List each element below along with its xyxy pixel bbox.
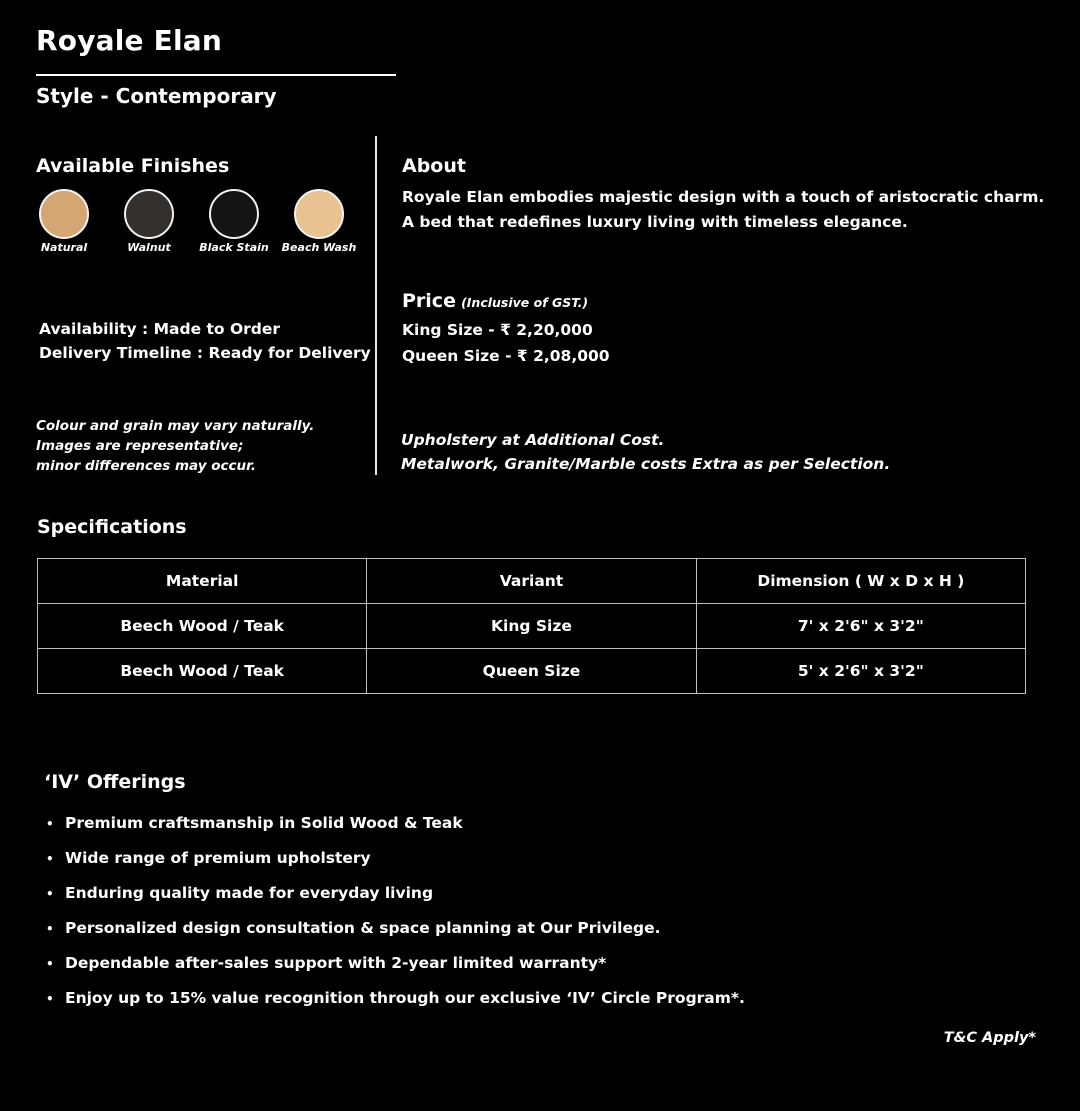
- style-label: Style - Contemporary: [36, 84, 277, 108]
- finish-label: Black Stain: [199, 241, 269, 254]
- offerings-heading: ‘IV’ Offerings: [44, 771, 186, 793]
- offering-text: Dependable after-sales support with 2-year limited warranty*: [65, 954, 607, 972]
- disclaimer: [36, 416, 314, 476]
- bullet-icon: •: [46, 957, 54, 971]
- finish-walnut[interactable]: [104, 189, 194, 254]
- table-header-cell: Dimension ( W x D x H ): [696, 559, 1025, 604]
- table-cell: 7' x 2'6" x 3'2": [696, 604, 1025, 649]
- column-divider: [375, 136, 377, 475]
- disclaimer-line: Colour and grain may vary naturally.: [36, 418, 315, 434]
- about-heading: About: [402, 155, 466, 177]
- finish-beach-wash-swatch: [294, 189, 344, 239]
- availability-text: Availability : Made to Order: [39, 320, 281, 338]
- finish-label: Beach Wash: [281, 241, 357, 254]
- finish-black-stain-swatch: [209, 189, 259, 239]
- finish-natural[interactable]: [19, 189, 109, 254]
- table-header-row: [38, 559, 1026, 604]
- about-description: [402, 185, 1044, 235]
- table-cell: 5' x 2'6" x 3'2": [696, 649, 1025, 694]
- offering-text: Personalized design consultation & space planning at Our Privilege.: [65, 919, 661, 937]
- about-line: Royale Elan embodies majestic design with a touch of aristocratic charm.: [402, 188, 1045, 206]
- finish-label: Walnut: [127, 241, 171, 254]
- bullet-icon: •: [46, 887, 54, 901]
- table-cell: Beech Wood / Teak: [38, 649, 367, 694]
- finish-walnut-swatch: [124, 189, 174, 239]
- bullet-icon: •: [46, 992, 54, 1006]
- price-heading: Price: [402, 290, 456, 312]
- terms-note: T&C Apply*: [943, 1030, 1036, 1046]
- offering-text: Wide range of premium upholstery: [65, 849, 371, 867]
- finish-beach-wash[interactable]: [274, 189, 364, 254]
- price-queen: Queen Size - ₹ 2,08,000: [402, 347, 610, 365]
- list-item: [46, 981, 745, 1016]
- table-header-cell: Variant: [367, 559, 696, 604]
- price-gst-note: (Inclusive of GST.): [461, 295, 589, 310]
- specifications-heading: Specifications: [37, 516, 187, 538]
- product-title: Royale Elan: [36, 24, 223, 57]
- title-underline: [36, 74, 396, 76]
- delivery-timeline-text: Delivery Timeline : Ready for Delivery: [39, 344, 371, 362]
- specifications-table: [37, 558, 1026, 694]
- extra-costs: [401, 428, 890, 476]
- list-item: [46, 876, 745, 911]
- list-item: [46, 841, 745, 876]
- price-king: King Size - ₹ 2,20,000: [402, 321, 593, 339]
- table-cell: Beech Wood / Teak: [38, 604, 367, 649]
- finish-natural-swatch: [39, 189, 89, 239]
- about-line: A bed that redefines luxury living with timeless elegance.: [402, 213, 908, 231]
- offering-text: Enjoy up to 15% value recognition through our exclusive ‘IV’ Circle Program*.: [65, 989, 745, 1007]
- disclaimer-line: minor differences may occur.: [36, 458, 256, 474]
- extra-cost-line: Upholstery at Additional Cost.: [401, 431, 665, 449]
- offering-text: Premium craftsmanship in Solid Wood & Teak: [65, 814, 463, 832]
- table-row: [38, 649, 1026, 694]
- list-item: [46, 946, 745, 981]
- bullet-icon: •: [46, 852, 54, 866]
- offering-text: Enduring quality made for everyday living: [65, 884, 434, 902]
- table-row: [38, 604, 1026, 649]
- bullet-icon: •: [46, 817, 54, 831]
- finish-label: Natural: [40, 241, 88, 254]
- bullet-icon: •: [46, 922, 54, 936]
- finish-black-stain[interactable]: [189, 189, 279, 254]
- extra-cost-line: Metalwork, Granite/Marble costs Extra as per Selection.: [401, 455, 891, 473]
- table-cell: Queen Size: [367, 649, 696, 694]
- finishes-heading: Available Finishes: [36, 155, 230, 177]
- offerings-list: [46, 806, 745, 1016]
- table-header-cell: Material: [38, 559, 367, 604]
- list-item: [46, 911, 745, 946]
- list-item: [46, 806, 745, 841]
- table-cell: King Size: [367, 604, 696, 649]
- disclaimer-line: Images are representative;: [36, 438, 244, 454]
- price-heading-row: [402, 290, 588, 312]
